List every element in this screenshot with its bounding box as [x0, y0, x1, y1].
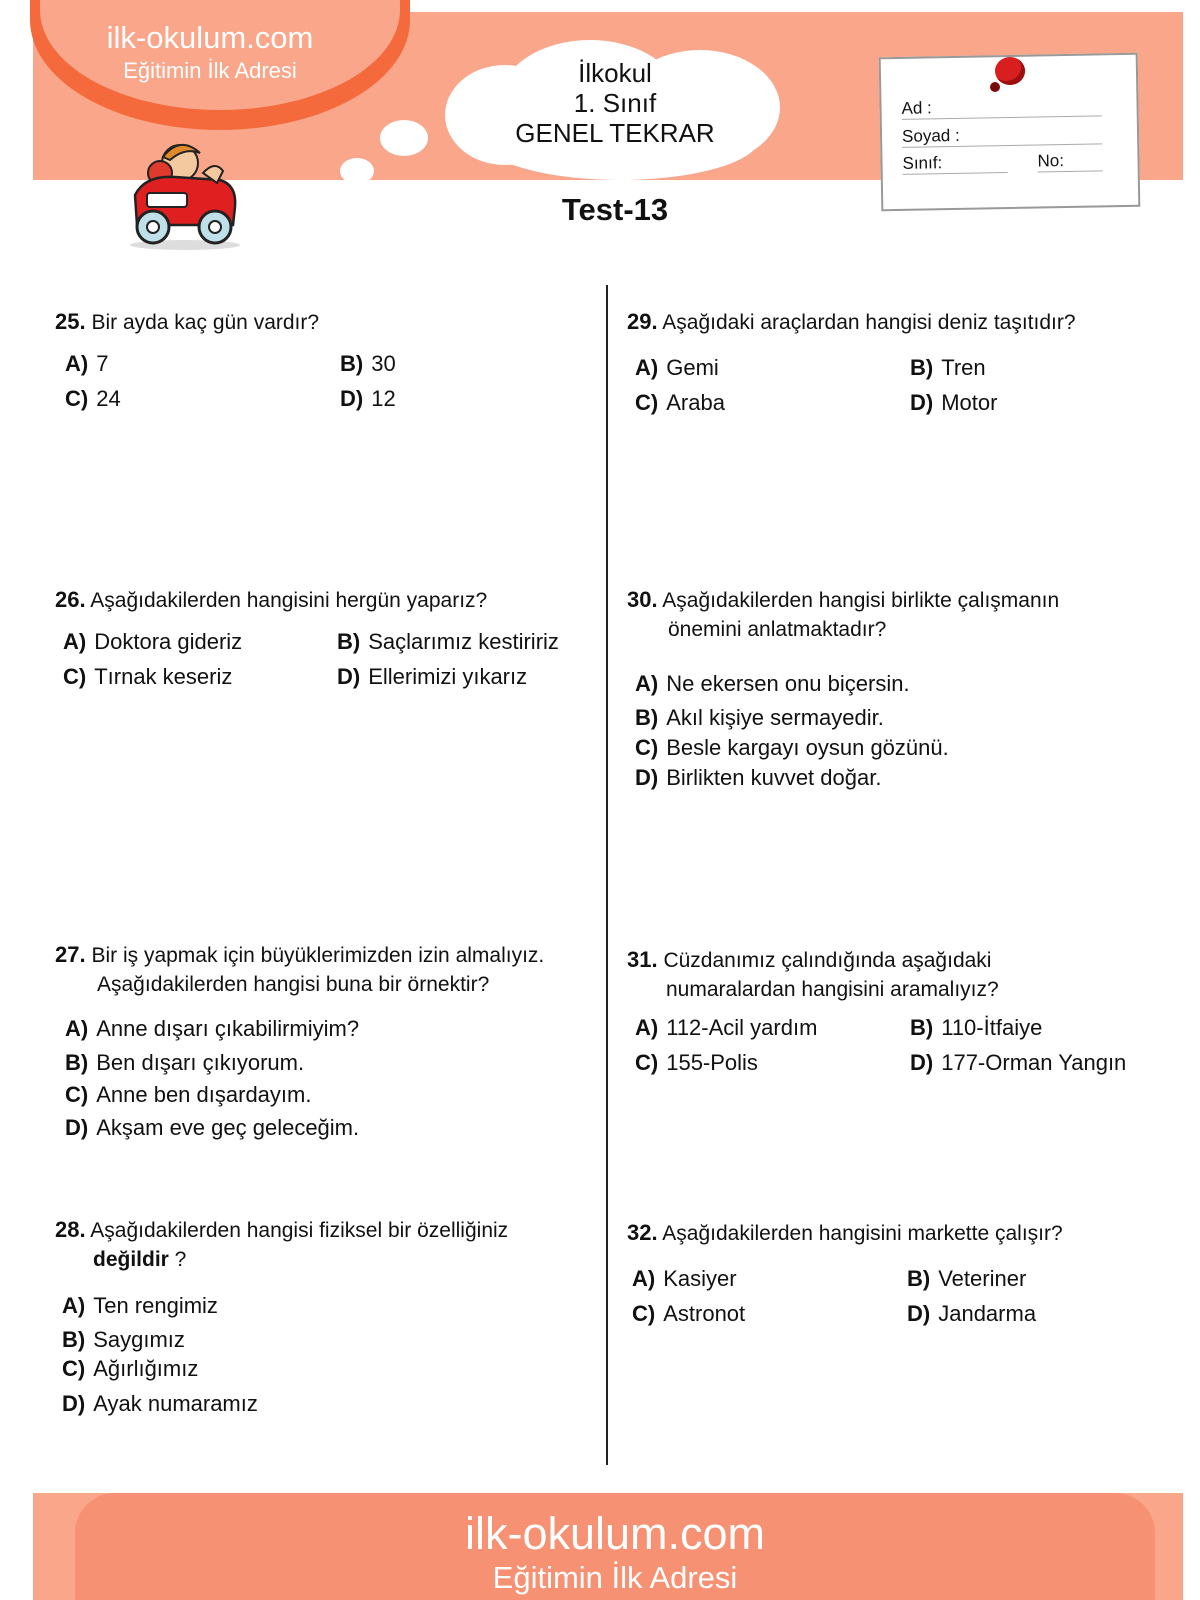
question-number: 25. [55, 309, 86, 334]
no-label: No: [1037, 151, 1065, 171]
option-28-c[interactable] [62, 1356, 198, 1382]
option-letter: D) [65, 1115, 89, 1140]
option-text: Ağırlığımız [93, 1356, 199, 1381]
logo-subtitle: Eğitimin İlk Adresi [123, 58, 297, 83]
option-30-a[interactable] [635, 671, 910, 697]
option-letter: C) [635, 390, 659, 415]
option-letter: C) [635, 735, 659, 760]
option-text: Kasiyer [663, 1266, 737, 1291]
option-26-d[interactable] [337, 664, 527, 690]
option-text: Tırnak keseriz [94, 664, 233, 689]
question-number: 26. [55, 587, 86, 612]
option-26-c[interactable] [63, 664, 232, 690]
question-text: Aşağıdaki araçlardan hangisi deniz taşıtıdır? [662, 311, 1076, 334]
option-32-d[interactable] [907, 1301, 1036, 1327]
option-text: Ben dışarı çıkıyorum. [96, 1050, 305, 1075]
question-text: Aşağıdakilerden hangisi fiziksel bir özelliğiniz [90, 1219, 509, 1242]
option-text: 24 [96, 386, 121, 411]
option-27-a[interactable] [65, 1016, 359, 1042]
option-31-a[interactable] [635, 1015, 817, 1041]
option-32-b[interactable] [907, 1266, 1026, 1292]
question-text-line2: Aşağıdakilerden hangisi buna bir örnektir? [97, 973, 490, 996]
column-divider [606, 285, 608, 1465]
question-number: 32. [627, 1220, 658, 1245]
ad-label: Ad : [901, 98, 932, 118]
option-text: 30 [371, 351, 396, 376]
question-text-line2: numaralardan hangisini aramalıyız? [666, 978, 999, 1001]
sinif-label: Sınıf: [902, 153, 943, 173]
option-letter: A) [65, 351, 89, 376]
option-letter: B) [340, 351, 364, 376]
option-27-d[interactable] [65, 1115, 359, 1141]
question-31 [627, 945, 999, 1004]
question-number: 29. [627, 309, 658, 334]
sinif-field[interactable] [902, 152, 1007, 175]
pin-shadow [990, 82, 1000, 92]
option-text: Tren [941, 355, 986, 380]
question-number: 27. [55, 942, 86, 967]
test-title: Test-13 [561, 192, 669, 227]
school-level: İlkokul [578, 58, 652, 88]
option-text: Akşam eve geç geleceğim. [96, 1115, 360, 1140]
option-32-a[interactable] [632, 1266, 737, 1292]
option-30-d[interactable] [635, 765, 881, 791]
option-29-d[interactable] [910, 390, 997, 416]
option-text: Gemi [666, 355, 719, 380]
footer-title[interactable]: ilk-okulum.com [464, 1508, 766, 1559]
option-text: Birlikten kuvvet doğar. [666, 765, 882, 790]
option-text: Anne ben dışardayım. [96, 1082, 312, 1107]
option-text: Saygımız [93, 1327, 185, 1352]
option-text: Anne dışarı çıkabilirmiyim? [96, 1016, 360, 1041]
option-31-c[interactable] [635, 1050, 758, 1076]
option-text: Veteriner [938, 1266, 1027, 1291]
option-31-b[interactable] [910, 1015, 1042, 1041]
option-letter: B) [65, 1050, 89, 1075]
soyad-field[interactable] [902, 123, 1102, 147]
option-letter: C) [635, 1050, 659, 1075]
option-30-b[interactable] [635, 705, 884, 731]
option-letter: A) [635, 671, 659, 696]
question-text: Aşağıdakilerden hangisi birlikte çalışmanın [662, 589, 1060, 612]
question-text: Bir iş yapmak için büyüklerimizden izin almalıyız. [91, 944, 545, 967]
question-27 [55, 940, 544, 999]
option-letter: A) [63, 629, 87, 654]
option-31-d[interactable] [910, 1050, 1126, 1076]
option-32-c[interactable] [632, 1301, 745, 1327]
option-27-c[interactable] [65, 1082, 311, 1108]
option-text: Ellerimizi yıkarız [368, 664, 528, 689]
option-text: Doktora gideriz [94, 629, 243, 654]
cloud-text [455, 58, 775, 148]
pushpin-icon [995, 57, 1025, 85]
question-32 [627, 1218, 1063, 1248]
question-text: Aşağıdakilerden hangisini markette çalışır? [662, 1222, 1063, 1245]
option-letter: D) [910, 390, 934, 415]
option-text: Ayak numaramız [93, 1391, 258, 1416]
option-25-a[interactable] [65, 351, 108, 377]
option-text: 155-Polis [666, 1050, 758, 1075]
option-letter: C) [63, 664, 87, 689]
option-text: Motor [941, 390, 998, 415]
option-29-b[interactable] [910, 355, 986, 381]
option-letter: B) [635, 705, 659, 730]
question-text: Cüzdanımız çalındığında aşağıdaki [663, 949, 992, 972]
option-text: 7 [96, 351, 109, 376]
option-text: Akıl kişiye sermayedir. [666, 705, 884, 730]
option-letter: A) [62, 1293, 86, 1318]
option-letter: B) [910, 1015, 934, 1040]
no-field[interactable] [1037, 150, 1102, 172]
option-text: Araba [666, 390, 725, 415]
soyad-label: Soyad : [901, 125, 960, 146]
option-28-d[interactable] [62, 1391, 258, 1417]
option-letter: B) [907, 1266, 931, 1291]
question-number: 28. [55, 1217, 86, 1242]
option-27-b[interactable] [65, 1050, 304, 1076]
question-25 [55, 307, 319, 337]
question-text-line2: önemini anlatmaktadır? [668, 618, 887, 641]
question-number: 31. [627, 947, 658, 972]
question-26 [55, 585, 487, 615]
option-text: 110-İtfaiye [941, 1015, 1043, 1040]
option-text: 177-Orman Yangın [941, 1050, 1127, 1075]
option-letter: C) [632, 1301, 656, 1326]
option-letter: B) [337, 629, 361, 654]
question-number: 30. [627, 587, 658, 612]
option-letter: D) [907, 1301, 931, 1326]
logo-title: ilk-okulum.com [106, 20, 314, 55]
option-letter: D) [62, 1391, 86, 1416]
option-text: 12 [371, 386, 396, 411]
question-30 [627, 585, 1059, 644]
option-28-b[interactable] [62, 1327, 185, 1353]
option-letter: C) [65, 1082, 89, 1107]
option-text: Ten rengimiz [93, 1293, 218, 1318]
option-letter: A) [65, 1016, 89, 1041]
option-letter: D) [337, 664, 361, 689]
option-29-a[interactable] [635, 355, 719, 381]
option-letter: B) [910, 355, 934, 380]
car-cartoon-icon [125, 135, 245, 250]
question-emphasis: değildir [93, 1248, 169, 1271]
question-text: Aşağıdakilerden hangisini hergün yaparız? [90, 589, 488, 612]
option-26-a[interactable] [63, 629, 242, 655]
option-30-c[interactable] [635, 735, 949, 761]
option-letter: D) [635, 765, 659, 790]
option-25-b[interactable] [340, 351, 396, 377]
option-text: Besle kargayı oysun gözünü. [666, 735, 949, 760]
option-text: Saçlarımız kestiririz [368, 629, 559, 654]
option-28-a[interactable] [62, 1293, 218, 1319]
option-text: Astronot [663, 1301, 746, 1326]
option-letter: C) [65, 386, 89, 411]
option-letter: A) [632, 1266, 656, 1291]
question-28 [55, 1215, 508, 1274]
footer-subtitle: Eğitimin İlk Adresi [492, 1560, 738, 1595]
option-letter: C) [62, 1356, 86, 1381]
question-text: Bir ayda kaç gün vardır? [91, 311, 320, 334]
option-letter: A) [635, 355, 659, 380]
grade: 1. Sınıf [573, 88, 657, 118]
option-letter: D) [910, 1050, 934, 1075]
option-letter: B) [62, 1327, 86, 1352]
option-letter: D) [340, 386, 364, 411]
option-25-d[interactable] [340, 386, 396, 412]
option-26-b[interactable] [337, 629, 559, 655]
option-text: Ne ekersen onu biçersin. [666, 671, 910, 696]
question-text-end: ? [168, 1248, 187, 1271]
option-letter: A) [635, 1015, 659, 1040]
question-29 [627, 307, 1076, 337]
subject: GENEL TEKRAR [515, 118, 715, 148]
option-text: 112-Acil yardım [666, 1015, 818, 1040]
option-text: Jandarma [938, 1301, 1037, 1326]
ad-field[interactable] [901, 95, 1101, 119]
option-25-c[interactable] [65, 386, 121, 412]
option-29-c[interactable] [635, 390, 725, 416]
